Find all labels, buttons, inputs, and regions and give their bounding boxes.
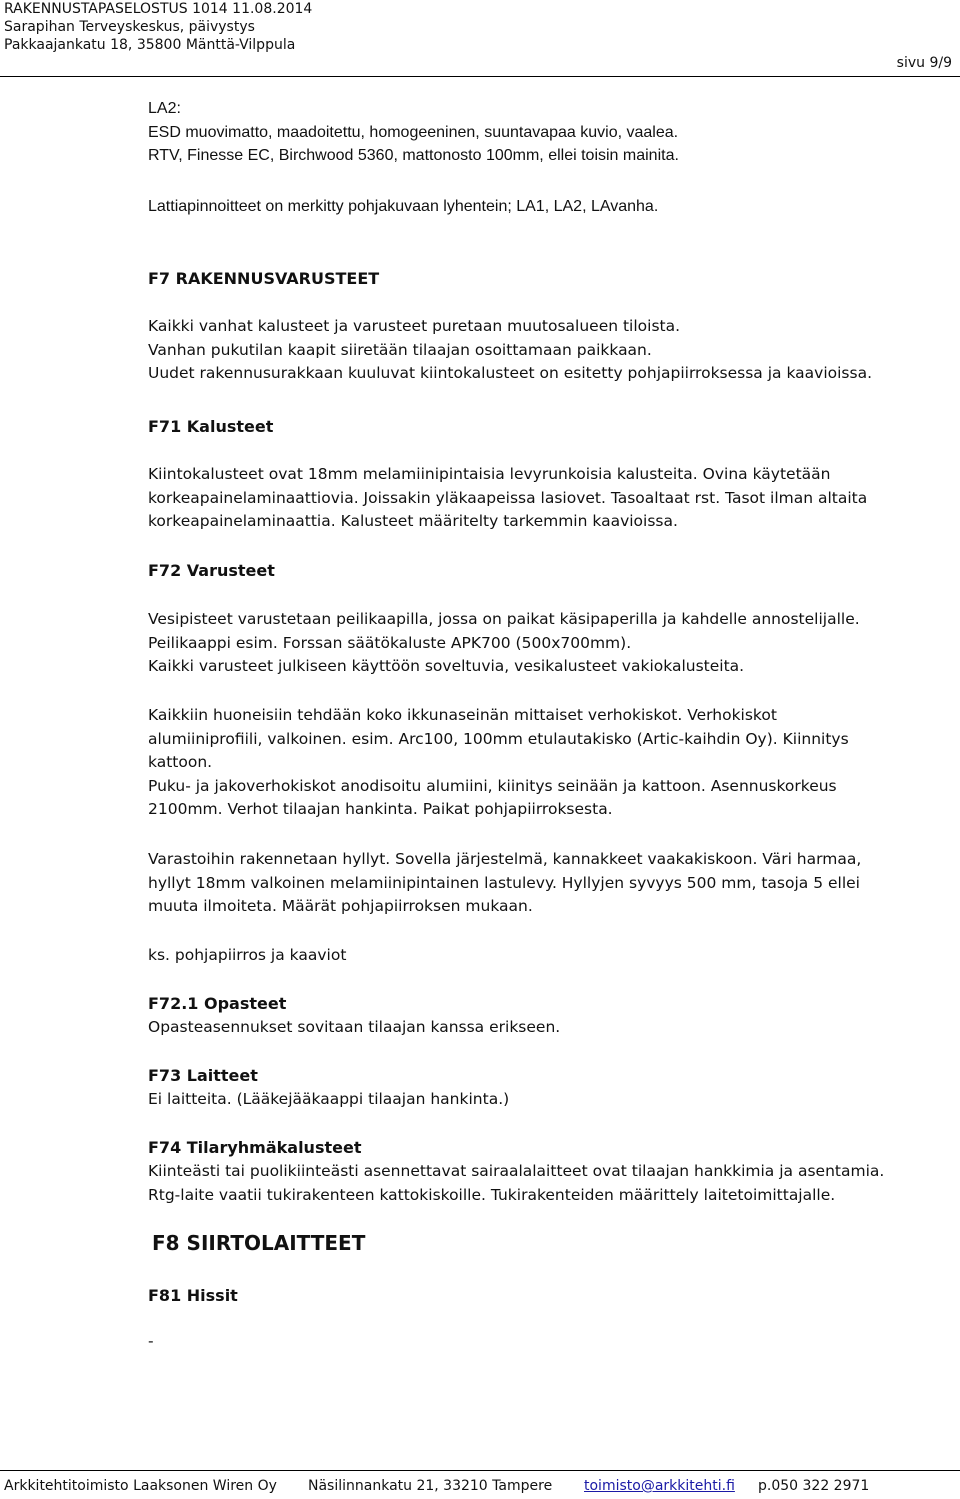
f72-paragraph-2 xyxy=(148,704,849,822)
f71-paragraph xyxy=(148,463,867,534)
f721-text: Opasteasennukset sovitaan tilaajan kanssa erikseen. xyxy=(148,1018,561,1036)
f72-line: Kaikkiin huoneisiin tehdään koko ikkunaseinän mittaiset verhokiskot. Verhokiskot xyxy=(148,706,777,724)
f72-paragraph-1 xyxy=(148,608,860,679)
f72-heading: F72 Varusteet xyxy=(148,561,275,580)
f7-line: Kaikki vanhat kalusteet ja varusteet puretaan muutosalueen tiloista. xyxy=(148,317,681,335)
footer-address: Näsilinnankatu 21, 33210 Tampere xyxy=(308,1478,553,1494)
f73-heading: F73 Laitteet xyxy=(148,1066,258,1085)
document-header-address: Pakkaajankatu 18, 35800 Mänttä-Vilppula xyxy=(4,37,296,53)
f72-line: Puku- ja jakoverhokiskot anodisoitu alumiini, kiinitys seinään ja kattoon. Asennuskorkeus xyxy=(148,776,837,795)
f72-line: muuta ilmoiteta. Määrät pohjapiirroksen mukaan. xyxy=(148,897,533,916)
f73-text: Ei laitteita. (Lääkejääkaappi tilaajan hankinta.) xyxy=(148,1090,510,1108)
f74-paragraph xyxy=(148,1160,884,1207)
la2-title: LA2: xyxy=(148,100,181,117)
la2-line-2: RTV, Finesse EC, Birchwood 5360, mattonosto 100mm, ellei toisin mainita. xyxy=(148,147,679,165)
f72-line: kattoon. xyxy=(148,753,213,772)
f8-heading: F8 SIIRTOLAITTEET xyxy=(152,1231,366,1255)
footer-divider xyxy=(0,1470,960,1471)
f81-heading: F81 Hissit xyxy=(148,1286,238,1305)
la2-note: Lattiapinnoitteet on merkitty pohjakuvaan lyhentein; LA1, LA2, LAvanha. xyxy=(148,198,659,215)
f72-line: hyllyt 18mm valkoinen melamiinipintainen lastulevy. Hyllyjen syvyys 500 mm, tasoja 5 ellei xyxy=(148,873,860,892)
f71-line: Kiintokalusteet ovat 18mm melamiinipintaisia levyrunkoisia kalusteita. Ovina käytetään xyxy=(148,465,831,483)
f7-line: Vanhan pukutilan kaapit siiretään tilaajan osoittamaan paikkaan. xyxy=(148,340,652,359)
f72-line: Vesipisteet varustetaan peilikaapilla, jossa on paikat käsipaperilla ja kahdelle annostelijalle. xyxy=(148,610,860,628)
f7-paragraph xyxy=(148,315,872,386)
f81-text: - xyxy=(148,1332,154,1350)
f72-line: 2100mm. Verhot tilaajan hankinta. Paikat pohjapiirroksesta. xyxy=(148,800,613,819)
footer-phone: p.050 322 2971 xyxy=(758,1478,870,1494)
f74-line: Kiinteästi tai puolikiinteästi asennettavat sairaalalaitteet ovat tilaajan hankkimia ja asentamia. xyxy=(148,1162,885,1180)
f721-heading: F72.1 Opasteet xyxy=(148,994,287,1013)
la2-section xyxy=(148,97,679,168)
f71-heading: F71 Kalusteet xyxy=(148,417,274,436)
f72-paragraph-3 xyxy=(148,848,861,919)
f72-reference: ks. pohjapiirros ja kaaviot xyxy=(148,946,347,964)
header-divider xyxy=(0,76,960,77)
page-number: sivu 9/9 xyxy=(896,55,952,71)
f72-line: alumiiniprofiili, valkoinen. esim. Arc100, 100mm etulautakisko (Artic-kaihdin Oy). Kiinnitys xyxy=(148,729,849,748)
footer-company: Arkkitehtitoimisto Laaksonen Wiren Oy xyxy=(4,1478,277,1494)
document-header-title: RAKENNUSTAPASELOSTUS 1014 11.08.2014 xyxy=(4,1,313,17)
f7-line: Uudet rakennusurakkaan kuuluvat kiintokalusteet on esitetty pohjapiirroksessa ja kaavioissa. xyxy=(148,364,873,383)
f71-line: korkeapainelaminaattia. Kalusteet määritelty tarkemmin kaavioissa. xyxy=(148,512,678,531)
f74-heading: F74 Tilaryhmäkalusteet xyxy=(148,1138,362,1157)
f72-line: Peilikaappi esim. Forssan säätökaluste APK700 (500x700mm). xyxy=(148,633,632,652)
document-header-project: Sarapihan Terveyskeskus, päivystys xyxy=(4,19,255,35)
f72-line: Varastoihin rakennetaan hyllyt. Sovella järjestelmä, kannakkeet vaakakiskoon. Väri harmaa, xyxy=(148,850,862,868)
email-link[interactable]: toimisto@arkkitehti.fi xyxy=(584,1478,735,1494)
f74-line: Rtg-laite vaatii tukirakenteen kattokiskoille. Tukirakenteiden määrittely laitetoimittajalle. xyxy=(148,1185,836,1204)
f71-line: korkeapainelaminaattiovia. Joissakin yläkaapeissa lasiovet. Tasoaltaat rst. Tasot ilman altaita xyxy=(148,488,868,507)
footer-email[interactable] xyxy=(584,1478,735,1494)
f72-line: Kaikki varusteet julkiseen käyttöön soveltuvia, vesikalusteet vakiokalusteita. xyxy=(148,657,745,676)
f7-heading: F7 RAKENNUSVARUSTEET xyxy=(148,269,380,288)
la2-line-1: ESD muovimatto, maadoitettu, homogeeninen, suuntavapaa kuvio, vaalea. xyxy=(148,123,679,141)
